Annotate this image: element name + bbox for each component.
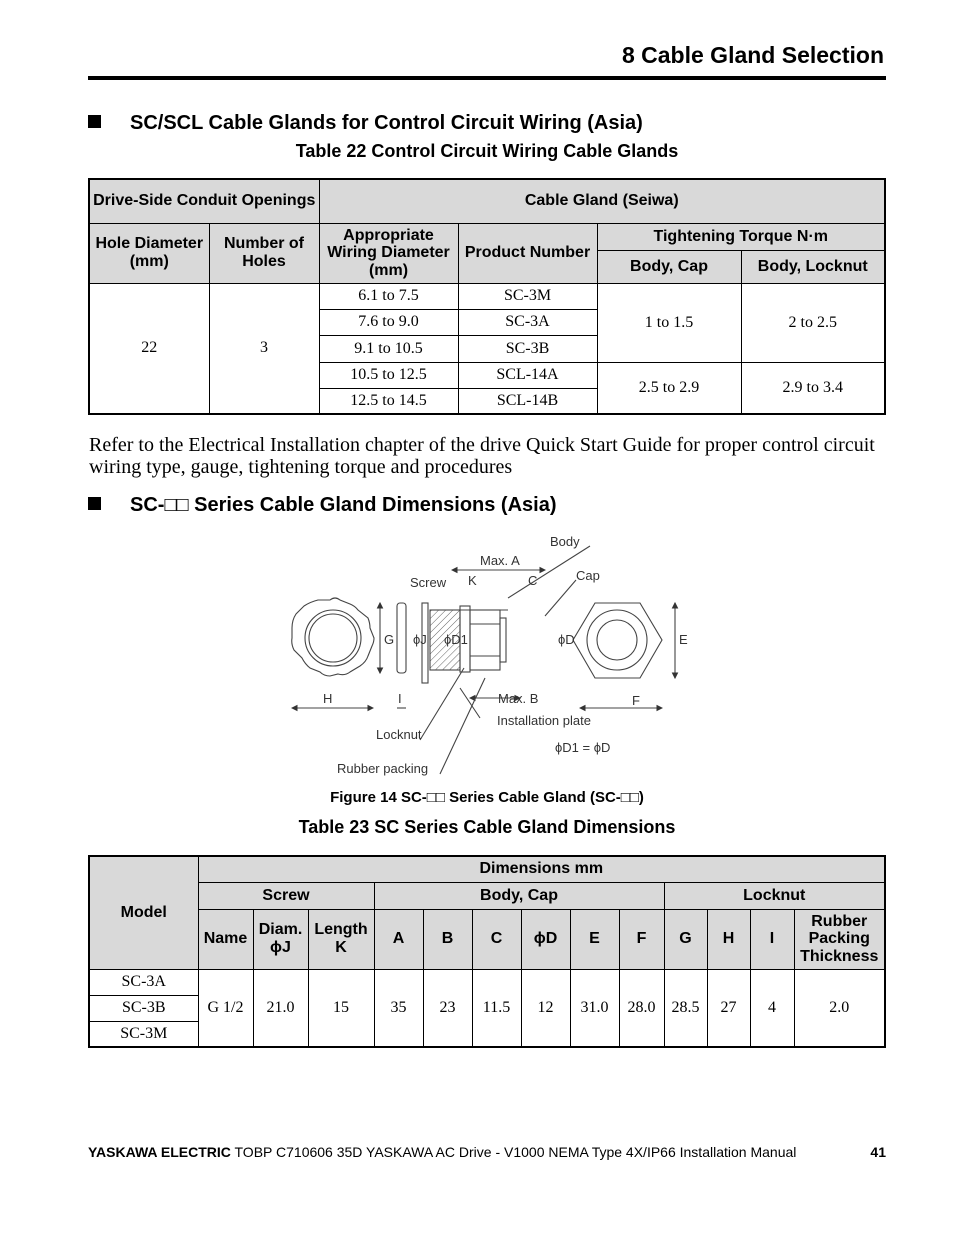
label-k: K: [468, 573, 477, 588]
cable-gland-diagram: [280, 528, 700, 788]
cell-wiring-diameter: 10.5 to 12.5: [319, 362, 458, 388]
cap-body: [470, 610, 500, 670]
header-rubber-packing-thickness: Rubber Packing Thickness: [794, 909, 885, 969]
header-body-cap: Body, Cap: [374, 882, 664, 909]
rubber-packing: [397, 603, 406, 673]
cell-screw-name: G 1/2: [198, 969, 253, 1047]
header-number-of-holes: Number of Holes: [209, 223, 319, 283]
cell-wiring-diameter: 9.1 to 10.5: [319, 335, 458, 362]
header-name: Name: [198, 909, 253, 969]
header-body-locknut: Body, Locknut: [741, 250, 885, 283]
label-c: C: [528, 573, 538, 588]
cell-product-number: SCL-14B: [458, 388, 597, 414]
label-max-b: Max. B: [498, 691, 539, 706]
page-footer: [88, 1144, 886, 1160]
cell-product-number: SC-3B: [458, 335, 597, 362]
label-body: Body: [550, 534, 580, 549]
section-title: 8 Cable Gland Selection: [621, 42, 884, 68]
cell-hole-diameter: 22: [89, 283, 209, 414]
cell-h: 27: [707, 969, 750, 1047]
section-heading: [88, 112, 643, 135]
section-heading-text: SC-□□ Series Cable Gland Dimensions (Asia): [130, 494, 557, 516]
footer-document-title: TOBP C710606 35D YASKAWA AC Drive - V1000 NEMA Type 4X/IP66 Installation Manual: [230, 1144, 797, 1160]
cell-c: 11.5: [472, 969, 521, 1047]
cell-b: 23: [423, 969, 472, 1047]
cell-torque-body-locknut: 2.9 to 3.4: [741, 362, 885, 414]
header-model: Model: [89, 856, 198, 969]
label-e: E: [679, 632, 688, 647]
cell-a: 35: [374, 969, 423, 1047]
cell-diam-j: 21.0: [253, 969, 308, 1047]
cell-model: SC-3M: [89, 1021, 198, 1047]
section-heading-text: SC/SCL Cable Glands for Control Circuit Wiring (Asia): [130, 112, 643, 134]
cell-phi-d: 12: [521, 969, 570, 1047]
body-paragraph: Refer to the Electrical Installation chapter of the drive Quick Start Guide for proper control circuit wiring type, gauge, tightening torque and procedures: [89, 434, 875, 478]
cell-product-number: SCL-14A: [458, 362, 597, 388]
cell-wiring-diameter: 6.1 to 7.5: [319, 283, 458, 309]
cell-wiring-diameter: 12.5 to 14.5: [319, 388, 458, 414]
header-diam-j: Diam. ϕJ: [253, 909, 308, 969]
header-dimensions: Dimensions mm: [198, 856, 885, 882]
header-f: F: [619, 909, 664, 969]
cell-f: 28.0: [619, 969, 664, 1047]
header-h: H: [707, 909, 750, 969]
cell-g: 28.5: [664, 969, 707, 1047]
cell-product-number: SC-3A: [458, 309, 597, 335]
cell-i: 4: [750, 969, 794, 1047]
table-caption: Table 23 SC Series Cable Gland Dimensions: [298, 817, 676, 837]
header-screw: Screw: [198, 882, 374, 909]
cell-torque-body-cap: 2.5 to 2.9: [597, 362, 741, 414]
cap-end: [500, 618, 506, 662]
header-wiring-diameter: Appropriate Wiring Diameter (mm): [319, 223, 458, 283]
header-product-number: Product Number: [458, 223, 597, 283]
label-f: F: [632, 693, 640, 708]
cap-front-view: [573, 603, 662, 678]
label-h: H: [323, 691, 333, 706]
label-locknut: Locknut: [376, 727, 422, 742]
section-heading: [88, 494, 557, 517]
control-circuit-gland-table: [88, 178, 886, 415]
label-phi-j: ϕJ: [413, 632, 427, 647]
cell-wiring-diameter: 7.6 to 9.0: [319, 309, 458, 335]
header-cable-gland: Cable Gland (Seiwa): [319, 179, 885, 223]
header-length-k: Length K: [308, 909, 374, 969]
locknut-bore: [305, 610, 361, 666]
footer-brand: YASKAWA ELECTRIC: [88, 1144, 231, 1160]
cell-torque-body-locknut: 2 to 2.5: [741, 283, 885, 362]
label-g: G: [384, 632, 395, 647]
page-number: 41: [870, 1144, 886, 1160]
header-i: I: [750, 909, 794, 969]
header-e: E: [570, 909, 619, 969]
cell-rubber-packing-thickness: 2.0: [794, 969, 885, 1047]
cell-model: SC-3B: [89, 995, 198, 1021]
header-phi-d: ϕD: [521, 909, 570, 969]
header-g: G: [664, 909, 707, 969]
label-phi-d1: ϕD1: [444, 632, 468, 647]
figure-caption: Figure 14 SC-□□ Series Cable Gland (SC-□□): [330, 789, 644, 806]
label-screw: Screw: [410, 575, 447, 590]
bullet-square-icon: [88, 497, 101, 510]
header-hole-diameter: Hole Diameter (mm): [89, 223, 209, 283]
label-max-a: Max. A: [480, 553, 520, 568]
cell-length-k: 15: [308, 969, 374, 1047]
header-body-cap: Body, Cap: [597, 250, 741, 283]
label-rubber-packing: Rubber packing: [337, 761, 429, 776]
cell-e: 31.0: [570, 969, 619, 1047]
label-installation-plate: Installation plate: [497, 713, 591, 728]
header-b: B: [423, 909, 472, 969]
sc-gland-dimensions-table: [88, 855, 886, 1048]
cell-number-of-holes: 3: [209, 283, 319, 414]
label-cap: Cap: [576, 568, 600, 583]
header-tightening-torque: Tightening Torque N·m: [597, 223, 885, 250]
label-phi-d: ϕD: [558, 632, 575, 647]
bullet-square-icon: [88, 115, 101, 128]
table-caption: Table 22 Control Circuit Wiring Cable Glands: [295, 141, 679, 161]
header-a: A: [374, 909, 423, 969]
header-drive-conduit: Drive-Side Conduit Openings: [89, 179, 319, 223]
header-locknut: Locknut: [664, 882, 885, 909]
cell-model: SC-3A: [89, 969, 198, 995]
header-c: C: [472, 909, 521, 969]
label-i: I: [398, 691, 402, 706]
label-phi-equation: ϕD1 = ϕD: [555, 740, 611, 755]
title-rule: [88, 76, 886, 80]
cell-torque-body-cap: 1 to 1.5: [597, 283, 741, 362]
cell-product-number: SC-3M: [458, 283, 597, 309]
